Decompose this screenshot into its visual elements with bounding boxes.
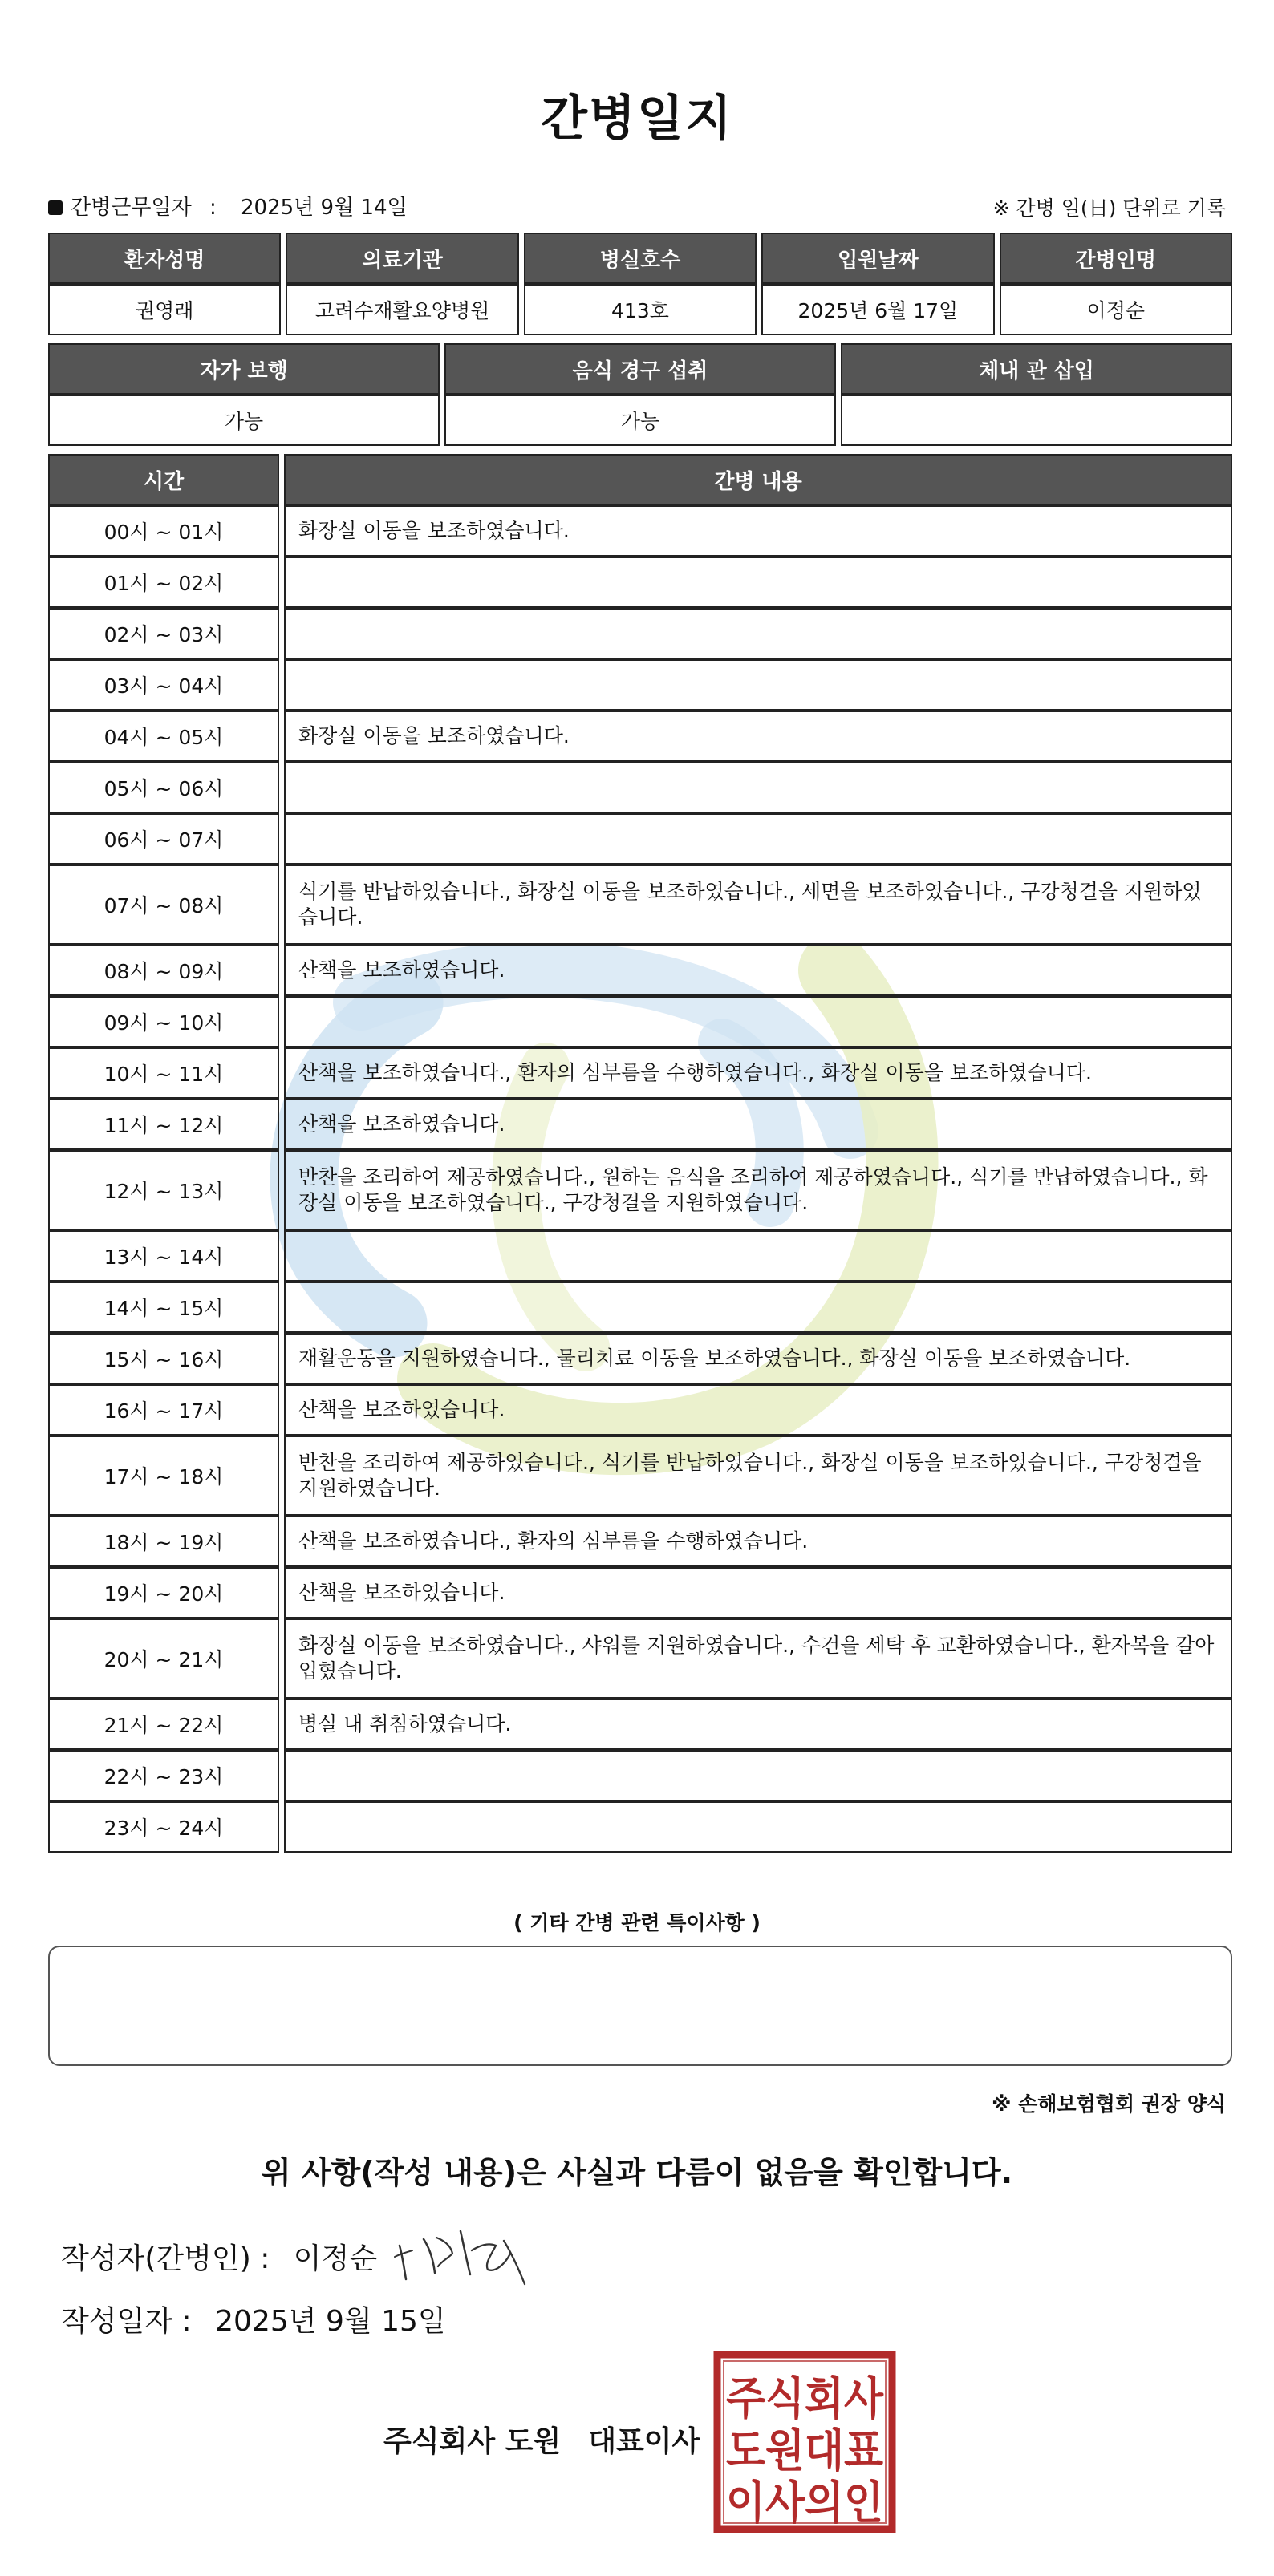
company-name: 주식회사 도원 (383, 2425, 562, 2458)
content-cell (284, 1282, 1232, 1333)
written-date-label: 작성일자 : (61, 2305, 192, 2338)
svg-text:도원대표: 도원대표 (726, 2425, 883, 2477)
table-row (48, 1099, 1232, 1150)
table-row (48, 1567, 1232, 1618)
time-cell: 07시 ~ 08시 (48, 865, 279, 945)
work-date-value: 2025년 9월 14일 (241, 196, 408, 220)
table-row (48, 608, 1232, 659)
table-row (48, 1047, 1232, 1099)
abilities-value-row (48, 395, 1232, 446)
time-cell: 18시 ~ 19시 (48, 1516, 279, 1567)
time-cell: 20시 ~ 21시 (48, 1618, 279, 1699)
time-cell: 03시 ~ 04시 (48, 659, 279, 711)
content-cell (284, 996, 1232, 1047)
oral-intake-value: 가능 (444, 395, 836, 446)
table-row (48, 865, 1232, 945)
written-date-line (61, 2299, 446, 2339)
work-date-label: 간병근무일자 (71, 196, 192, 220)
company-seal-stamp (712, 2350, 897, 2534)
content-cell: 산책을 보조하였습니다. (284, 1567, 1232, 1618)
table-row (48, 557, 1232, 608)
time-cell: 15시 ~ 16시 (48, 1333, 279, 1384)
content-cell: 화장실 이동을 보조하였습니다., 샤워를 지원하였습니다., 수건을 세탁 후 교환하였습니다., 환자복을 갈아입혔습니다. (284, 1618, 1232, 1699)
time-cell: 16시 ~ 17시 (48, 1384, 279, 1436)
header-tube-insertion: 체내 관 삽입 (841, 343, 1232, 395)
table-row (48, 762, 1232, 813)
table-row (48, 505, 1232, 557)
header-room: 병실호수 (524, 233, 757, 284)
time-cell: 06시 ~ 07시 (48, 813, 279, 865)
content-cell (284, 608, 1232, 659)
content-cell: 반찬을 조리하여 제공하였습니다., 원하는 음식을 조리하여 제공하였습니다., 식기를 반납하였습니다., 화장실 이동을 보조하였습니다., 구강청결을 지원하였습니다. (284, 1150, 1232, 1230)
patient-name: 권영래 (48, 284, 281, 335)
time-cell: 04시 ~ 05시 (48, 711, 279, 762)
admission-date: 2025년 6월 17일 (761, 284, 994, 335)
written-date-value: 2025년 9월 15일 (215, 2305, 446, 2338)
special-notes-title: ( 기타 간병 관련 특이사항 ) (513, 1911, 761, 1934)
header-time: 시간 (48, 454, 279, 505)
self-walking-value: 가능 (48, 395, 440, 446)
time-cell: 02시 ~ 03시 (48, 608, 279, 659)
table-row (48, 1618, 1232, 1699)
patient-info-table (43, 233, 1237, 335)
table-row (48, 1282, 1232, 1333)
form-note: ※ 손해보험협회 권장 양식 (992, 2092, 1226, 2116)
header-oral-intake: 음식 경구 섭취 (444, 343, 836, 395)
time-cell: 09시 ~ 10시 (48, 996, 279, 1047)
content-cell: 산책을 보조하였습니다., 환자의 심부름을 수행하였습니다. (284, 1516, 1232, 1567)
table-row (48, 1516, 1232, 1567)
table-row (48, 1150, 1232, 1230)
content-cell: 병실 내 취침하였습니다. (284, 1699, 1232, 1750)
time-cell: 08시 ~ 09시 (48, 945, 279, 996)
confirmation-statement: 위 사항(작성 내용)은 사실과 다름이 없음을 확인합니다. (261, 2155, 1013, 2190)
bullet-square-icon (48, 200, 63, 215)
writer-label: 작성자(간병인) : (61, 2242, 270, 2275)
care-log-table (43, 454, 1237, 1853)
writer-line (61, 2236, 377, 2277)
special-notes-box (48, 1946, 1232, 2066)
table-row (48, 813, 1232, 865)
content-cell (284, 762, 1232, 813)
time-cell: 05시 ~ 06시 (48, 762, 279, 813)
svg-text:주식회사: 주식회사 (726, 2373, 884, 2425)
time-cell: 17시 ~ 18시 (48, 1436, 279, 1516)
content-cell: 화장실 이동을 보조하였습니다. (284, 711, 1232, 762)
table-row (48, 1384, 1232, 1436)
writer-name: 이정순 (293, 2242, 378, 2275)
table-row (48, 1230, 1232, 1282)
header-self-walking: 자가 보행 (48, 343, 440, 395)
time-cell: 10시 ~ 11시 (48, 1047, 279, 1099)
content-cell: 산책을 보조하였습니다. (284, 1099, 1232, 1150)
content-cell (284, 1750, 1232, 1801)
time-cell: 14시 ~ 15시 (48, 1282, 279, 1333)
caregiver-name: 이정순 (1000, 284, 1232, 335)
work-date-line (48, 191, 408, 221)
table-row (48, 1436, 1232, 1516)
header-admission-date: 입원날짜 (761, 233, 994, 284)
tube-insertion-value (841, 395, 1232, 446)
table-row (48, 945, 1232, 996)
content-cell: 산책을 보조하였습니다. (284, 1384, 1232, 1436)
time-cell: 13시 ~ 14시 (48, 1230, 279, 1282)
content-cell (284, 1230, 1232, 1282)
patient-info-value-row (48, 284, 1232, 335)
content-cell: 산책을 보조하였습니다., 환자의 심부름을 수행하였습니다., 화장실 이동을 보조하였습니다. (284, 1047, 1232, 1099)
table-row (48, 659, 1232, 711)
handwritten-signature (383, 2222, 544, 2294)
room-number: 413호 (524, 284, 757, 335)
table-row (48, 1750, 1232, 1801)
patient-info-header-row (48, 233, 1232, 284)
time-cell: 01시 ~ 02시 (48, 557, 279, 608)
company-line (383, 2419, 700, 2460)
time-cell: 19시 ~ 20시 (48, 1567, 279, 1618)
time-cell: 00시 ~ 01시 (48, 505, 279, 557)
table-row (48, 711, 1232, 762)
header-care-content: 간병 내용 (284, 454, 1232, 505)
content-cell: 반찬을 조리하여 제공하였습니다., 식기를 반납하였습니다., 화장실 이동을 보조하였습니다., 구강청결을 지원하였습니다. (284, 1436, 1232, 1516)
abilities-table (43, 343, 1237, 446)
header-caregiver-name: 간병인명 (1000, 233, 1232, 284)
table-row (48, 996, 1232, 1047)
time-cell: 23시 ~ 24시 (48, 1801, 279, 1853)
time-cell: 12시 ~ 13시 (48, 1150, 279, 1230)
content-cell: 식기를 반납하였습니다., 화장실 이동을 보조하였습니다., 세면을 보조하였습니다., 구강청결을 지원하였습니다. (284, 865, 1232, 945)
content-cell: 화장실 이동을 보조하였습니다. (284, 505, 1232, 557)
content-cell (284, 813, 1232, 865)
header-patient-name: 환자성명 (48, 233, 281, 284)
table-row (48, 1801, 1232, 1853)
representative-title: 대표이사 (588, 2425, 700, 2458)
content-cell (284, 659, 1232, 711)
header-hospital: 의료기관 (286, 233, 518, 284)
content-cell (284, 1801, 1232, 1853)
svg-text:이사의인: 이사의인 (726, 2477, 883, 2529)
content-cell: 산책을 보조하였습니다. (284, 945, 1232, 996)
care-log-header-row (48, 454, 1232, 505)
content-cell (284, 557, 1232, 608)
unit-note: ※ 간병 일(日) 단위로 기록 (992, 196, 1226, 220)
time-cell: 22시 ~ 23시 (48, 1750, 279, 1801)
table-row (48, 1699, 1232, 1750)
content-cell: 재활운동을 지원하였습니다., 물리치료 이동을 보조하였습니다., 화장실 이동을 보조하였습니다. (284, 1333, 1232, 1384)
time-cell: 11시 ~ 12시 (48, 1099, 279, 1150)
work-date-separator: : (209, 196, 217, 220)
time-cell: 21시 ~ 22시 (48, 1699, 279, 1750)
table-row (48, 1333, 1232, 1384)
abilities-header-row (48, 343, 1232, 395)
page-title: 간병일지 (541, 91, 733, 147)
hospital-name: 고려수재활요양병원 (286, 284, 518, 335)
